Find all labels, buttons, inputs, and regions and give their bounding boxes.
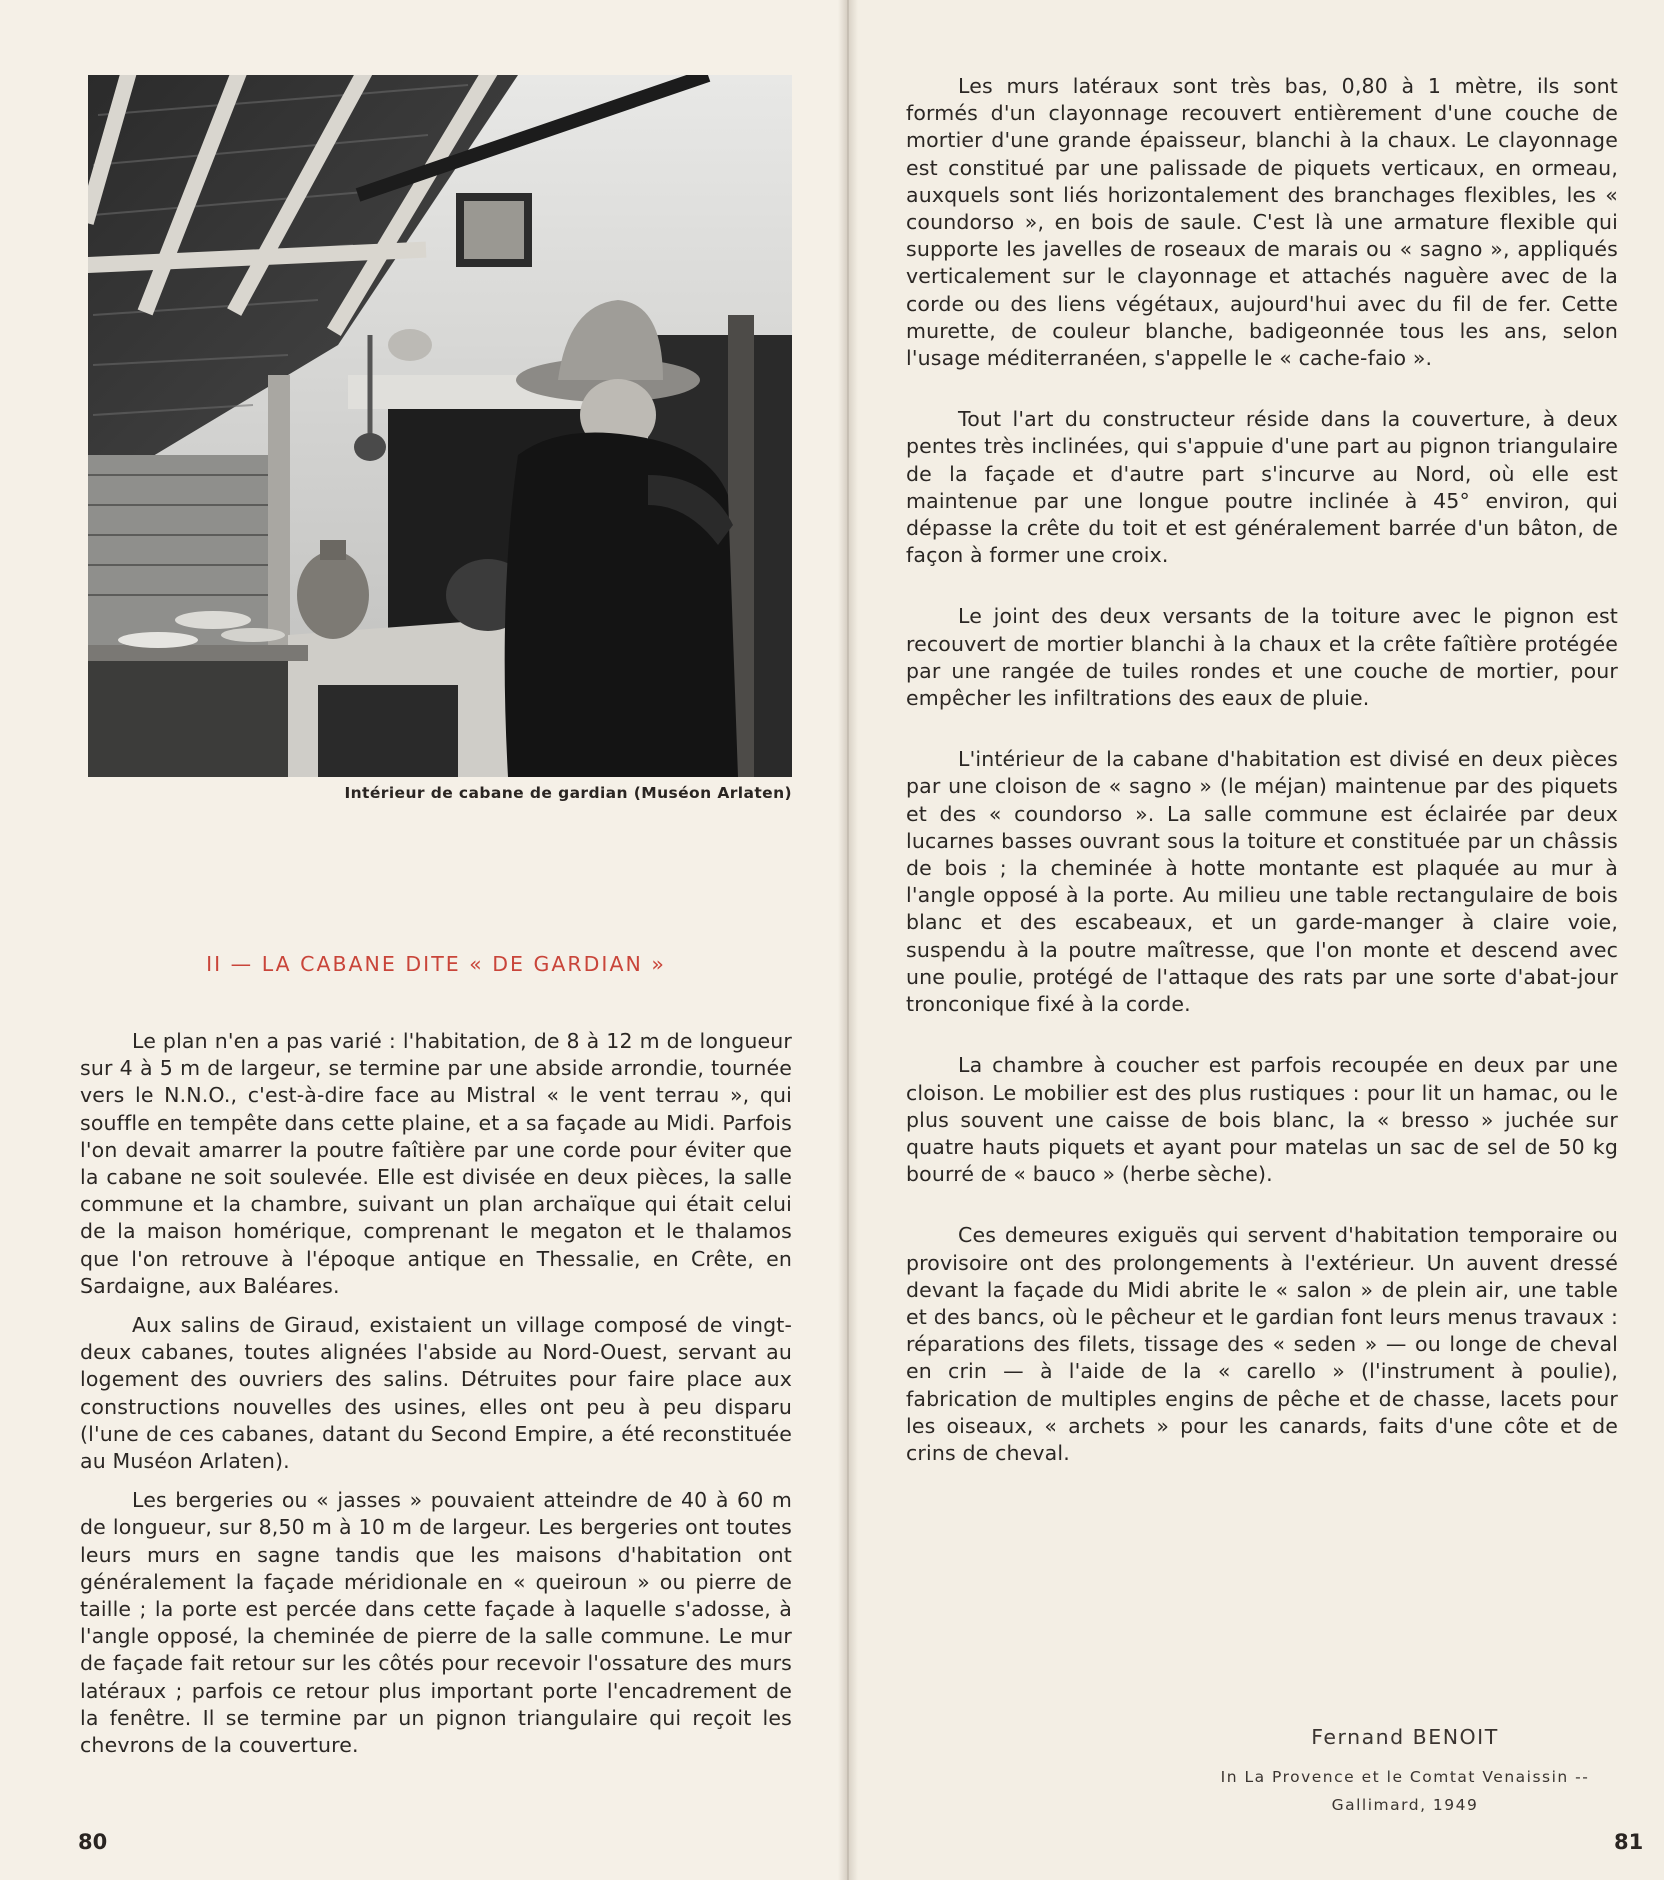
paragraph: L'intérieur de la cabane d'habitation est divisé en deux pièces par une cloison de « sagno » (le méjan) maintenue par des piquets et des « coundorso ». La salle commune est éclairée par deux lucarnes basses ouvrant sous la toiture et constituée par un châssis de bois ; la cheminée à hotte montante est plaquée au mur à l'angle opposé à la porte. Au milieu une table rectangulaire de bois blanc et des escabeaux, et un garde-manger à claire voie, suspendu à la poutre maîtresse, que l'on monte et descend avec une poulie, protégé de l'attaque des rats par une sorte d'abat-jour tronconique fixé à la corde. (906, 747, 1618, 1017)
paragraph: Les bergeries ou « jasses » pouvaient atteindre de 40 à 60 m de longueur, sur 8,50 m à 10 m de largeur. Les bergeries ont toutes leurs murs en sagne tandis que les maisons d'habitation ont généralement la façade méridionale en « queiroun » ou pierre de taille ; la porte est percée dans cette façade à laquelle s'adosse, à l'angle opposé, la cheminée de pierre de la salle commune. Le mur de façade fait retour sur les côtés pour recevoir l'ossature des murs latéraux ; parfois ce retour plus important porte l'encadrement de la fenêtre. Il se termine par un pignon triangulaire qui reçoit les chevrons de la couverture. (80, 1488, 792, 1758)
paragraph: Le joint des deux versants de la toiture avec le pignon est recouvert de mortier blanchi à la chaux et la crête faîtière protégée par une rangée de tuiles rondes et une couche de mortier, pour empêcher les infiltrations des eaux de pluie. (906, 604, 1618, 711)
paragraph: Tout l'art du constructeur réside dans la couverture, à deux pentes très inclinées, qui s'appuie d'une part au pignon triangulaire de la façade et d'autre part s'incurve au Nord, où elle est maintenue par une longue poutre inclinée à 45° environ, qui dépasse la crête du toit et est généralement barrée d'un bâton, de façon à former une croix. (906, 407, 1618, 568)
book-gutter (838, 0, 858, 1880)
author-signature (1200, 1725, 1610, 1819)
photo-illustration (88, 75, 792, 777)
paragraph: Les murs latéraux sont très bas, 0,80 à 1 mètre, ils sont formés d'un clayonnage recouvert entièrement d'une couche de mortier d'une grande épaisseur, blanchi à la chaux. Le clayonnage est constitué par une palissade de piquets verticaux, en ormeau, auxquels sont liés horizontalement des branchages flexibles, les « coundorso », en bois de saule. C'est là une armature flexible qui supporte les javelles de roseaux de marais ou « sagno », appliqués verticalement sur le clayonnage et attachés naguère avec de la corde ou des liens végétaux, aujourd'hui avec du fil de fer. Cette murette, de couleur blanche, badigeonnée tous les ans, selon l'usage méditerranéen, s'appelle le « cache-faio ». (906, 74, 1618, 371)
paragraph: La chambre à coucher est parfois recoupée en deux par une cloison. Le mobilier est des plus rustiques : pour lit un hamac, ou le plus souvent une caisse de bois blanc, la « bresso » juchée sur quatre hauts piquets et ayant pour matelas un sac de sel de 50 kg bourré de « bauco » (herbe sèche). (906, 1053, 1618, 1187)
page-number-right: 81 (1614, 1830, 1644, 1854)
paragraph: Le plan n'en a pas varié : l'habitation, de 8 à 12 m de longueur sur 4 à 5 m de largeur, se termine par une abside arrondie, tournée vers le N.N.O., c'est-à-dire face au Mistral « le vent terrau », qui souffle en tempête dans cette plaine, et a sa façade au Midi. Parfois l'on devait amarrer la poutre faîtière par une corde pour éviter que la cabane ne soit soulevée. Elle est divisée en deux pièces, la salle commune et la chambre, suivant un plan archaïque qui était celui de la maison homérique, comprenant le megaton et le thalamos que l'on retrouve à l'époque antique en Thessalie, en Crête, en Sardaigne, aux Baléares. (80, 1029, 792, 1298)
paragraph: Aux salins de Giraud, existaient un village composé de vingt-deux cabanes, toutes alignées l'abside au Nord-Ouest, servant au logement des ouvriers des salins. Détruites pour faire place aux constructions nouvelles des usines, elles ont peu à peu disparu (l'une de ces cabanes, datant du Second Empire, a été reconstituée au Muséon Arlaten). (80, 1313, 792, 1474)
cabin-interior-photo (88, 75, 792, 777)
publisher-line: Gallimard, 1949 (1331, 1796, 1479, 1814)
section-title: II — LA CABANE DITE « DE GARDIAN » (206, 952, 666, 976)
right-text-column (906, 73, 1618, 1501)
left-text-column (80, 1028, 792, 1771)
author-name: Fernand BENOIT (1311, 1725, 1499, 1749)
photo-caption: Intérieur de cabane de gardian (Muséon Arlaten) (344, 784, 792, 802)
page-number-left: 80 (78, 1830, 108, 1854)
paragraph: Ces demeures exiguës qui servent d'habitation temporaire ou provisoire ont des prolongements à l'extérieur. Un auvent dressé devant la façade du Midi abrite le « salon » de plein air, une table et des bancs, où le pêcheur et le gardian font leurs menus travaux : réparations des filets, tissage des « seden » — ou longe de cheval en crin — à l'aide de la « carello » (l'instrument à poulie), fabrication de multiples engins de pêche et de chasse, lacets pour les oiseaux, « archets » pour les canards, faits d'une côte et de crins de cheval. (906, 1223, 1618, 1465)
source-line: In La Provence et le Comtat Venaissin -- (1220, 1768, 1590, 1786)
